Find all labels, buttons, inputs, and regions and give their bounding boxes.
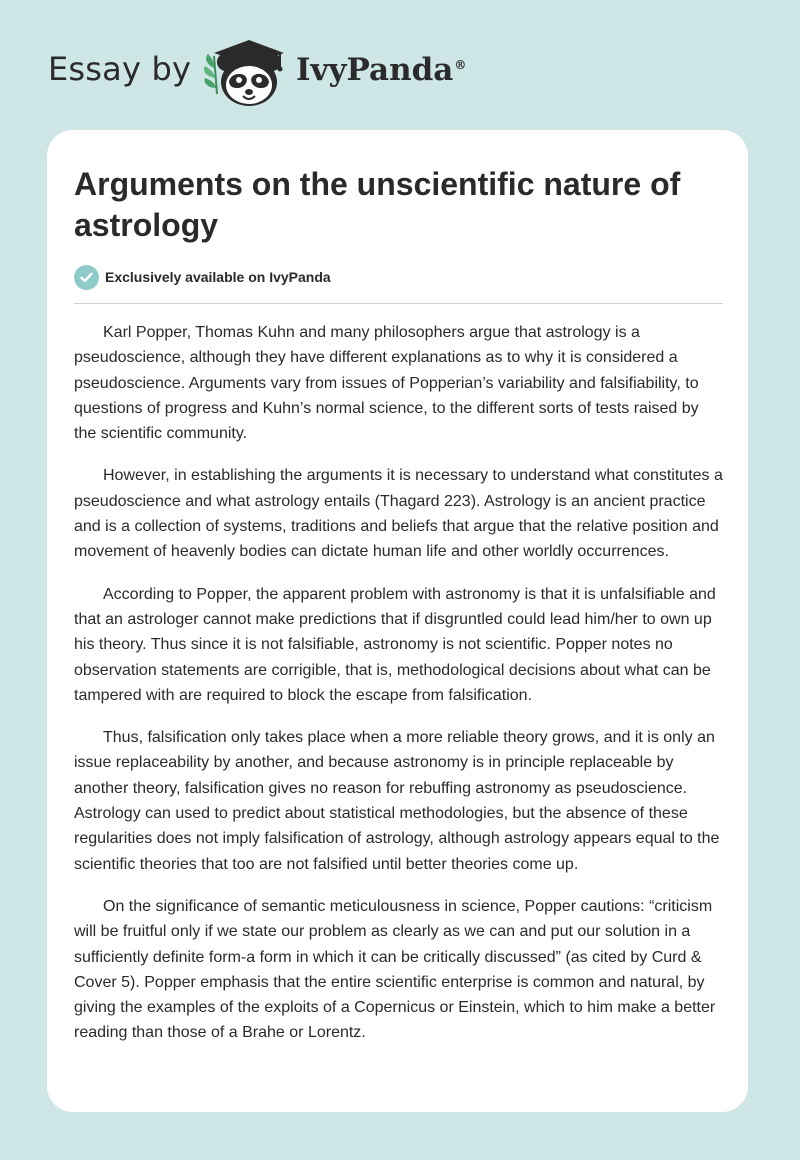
paragraph: On the significance of semantic meticulousness in science, Popper cautions: “criticism will be fruitful only if we state our problem as clearly as we can and put our solution in a sufficiently definite form-a form in which it can be critically discussed” (as cited by Curd & Cover 5). Popper emphasis that the entire scientific enterprise is common and natural, by giving the examples of the exploits of a Copernicus or Einstein, which to him make a better reading than those of a Brahe or Lorentz. bbox=[74, 897, 716, 1042]
panda-logo-graphic bbox=[202, 34, 292, 110]
exclusive-badge-text: Exclusively available on IvyPanda bbox=[105, 269, 331, 285]
paragraph: Thus, falsification only takes place when a more reliable theory grows, and it is only an issue replaceability by another, and because astronomy is in principle replaceable by another theory, falsification gives no reason for rebuffing astronomy as pseudoscience. Astrology can used to predict about statistical methodologies, but the absence of these regularities does not imply falsification of astrology, although astrology appears equal to the scientific theories that too are not falsified until better theories come up. bbox=[74, 729, 720, 873]
registered-mark: ® bbox=[454, 57, 467, 72]
essay-card bbox=[47, 130, 748, 1112]
paragraph: According to Popper, the apparent problem with astronomy is that it is unfalsifiable and that an astrologer cannot make predictions that if disgruntled could lead him/her to own up his theory. Thus since it is not falsifiable, astronomy is not scientific. Popper notes no observation statements are corrigible, that is, methodological decisions about what can be tampered with are required to block the escape from falsification. bbox=[74, 585, 716, 704]
brand-text: IvyPanda bbox=[296, 52, 454, 88]
paragraph: However, in establishing the arguments it is necessary to understand what constitutes a pseudoscience and what astrology entails (Thagard 223). Astrology is an ancient practice and is a collection of systems, traditions and beliefs that argue that the relative position and movement of heavenly bodies can dictate human life and other worldly occurrences. bbox=[74, 467, 723, 561]
paragraph: Karl Popper, Thomas Kuhn and many philosophers argue that astrology is a pseudoscience, although they have different explanations as to why it is considered a pseudoscience. Arguments vary from issues of Popperian’s variability and falsifiability, to questions of progress and Kuhn’s normal science, to the different sorts of tests raised by the scientific community. bbox=[74, 324, 699, 443]
ivypanda-brand-name[interactable] bbox=[296, 52, 466, 88]
panda-graduate-logo-icon[interactable] bbox=[202, 34, 292, 110]
essay-by-label: Essay by bbox=[48, 50, 192, 88]
divider bbox=[74, 303, 723, 304]
exclusive-badge bbox=[74, 264, 331, 290]
essay-title: Arguments on the unscientific nature of astrology bbox=[74, 166, 681, 243]
check-icon bbox=[74, 265, 99, 290]
essay-body bbox=[74, 320, 725, 1063]
site-header bbox=[0, 0, 800, 120]
